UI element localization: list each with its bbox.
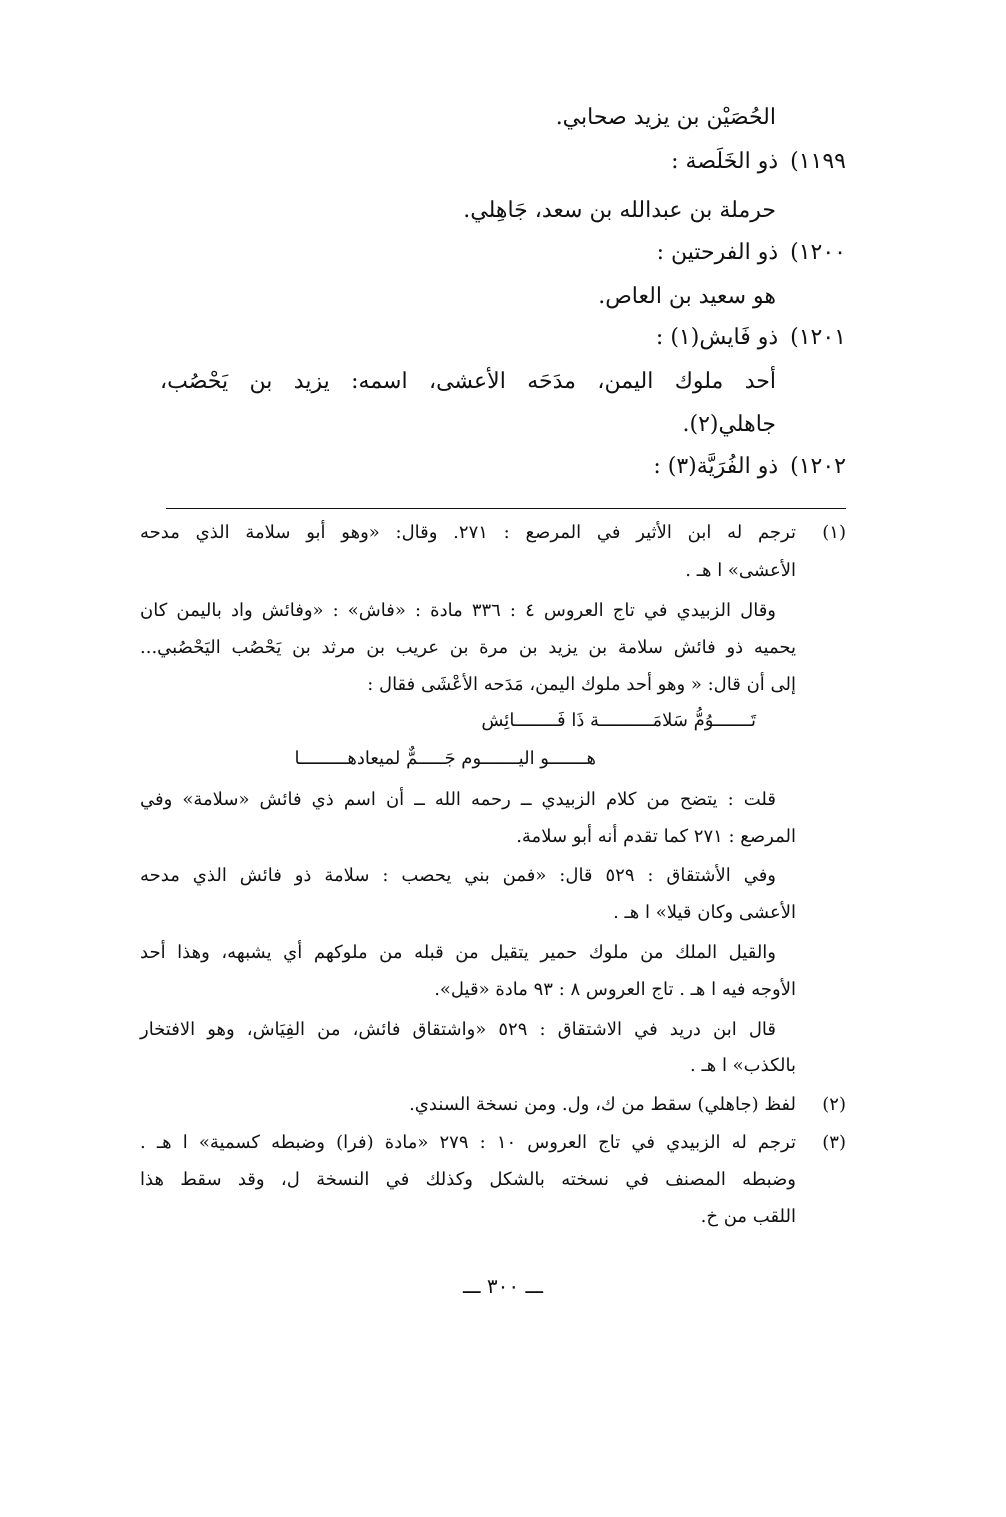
line-saeed: هو سعيد بن العاص.	[598, 284, 776, 309]
entry-title: ذو الخَلَصة :	[671, 149, 779, 174]
footnote-3-line-2: وضبطه المصنف في نسخته بالشكل وكذلك في النسخة ل، وقد سقط هذا	[140, 1169, 796, 1190]
entry-number: ١٢٠٢)	[790, 454, 846, 479]
page-number: ـــ ٣٠٠ ـــ	[462, 1274, 544, 1298]
footnote-1-line-12: قال ابن دريد في الاشتقاق : ٥٢٩ «واشتقاق فائش، من الفِيَاش، وهو الافتخار	[140, 1019, 776, 1040]
footnote-2-number: (٢)	[822, 1094, 846, 1115]
footnote-1-line-10: والقيل الملك من ملوك حمير يتقيل من قبله من ملوكهم أي يشبهه، وهذا أحد	[140, 942, 777, 963]
footnote-1-line-13: بالكذب» ا هـ .	[690, 1055, 796, 1076]
entry-title: ذو الفُرَيَّة(٣) :	[653, 454, 779, 479]
footnote-1-line-8: وفي الأشتقاق : ٥٢٩ قال: «فمن بني يحصب : سلامة ذو فائش الذي مدحه	[140, 865, 776, 886]
footnote-3-line-3: اللقب من خ.	[700, 1206, 796, 1227]
footnote-1-line-11: الأوجه فيه ا هـ . تاج العروس ٨ : ٩٣ مادة «قيل».	[434, 979, 796, 1000]
entry-1201	[656, 323, 846, 353]
footnote-2-line-1: لفظ (جاهلي) سقط من ك، ول. ومن نسخة السندي.	[409, 1094, 796, 1115]
entry-title: ذو فَايش(١) :	[655, 325, 779, 350]
footnote-1-line-9: الأعشى وكان قيلا» ا هـ .	[613, 902, 796, 923]
footnote-3-line-1: ترجم له الزبيدي في تاج العروس ١٠ : ٢٧٩ «مادة (فرا) وضبطه كسمية» ا هـ .	[140, 1132, 796, 1153]
entry-1199	[671, 147, 846, 177]
entry-number: ١٢٠٠)	[790, 240, 846, 265]
footnote-1-line-1: ترجم له ابن الأثير في المرصع : ٢٧١. وقال: «وهو أبو سلامة الذي مدحه	[140, 522, 796, 543]
footnote-3-number: (٣)	[822, 1132, 846, 1153]
footnote-1-line-2: الأعشى» ا هـ .	[685, 560, 796, 581]
line-harmala: حرملة بن عبدالله بن سعد، جَاهِلي.	[463, 198, 776, 223]
line-hussain: الحُصَيْن بن يزيد صحابي.	[555, 105, 776, 130]
footnote-separator	[166, 508, 846, 509]
entry-number: ١٢٠١)	[790, 325, 846, 350]
entry-title: ذو الفرحتين :	[656, 240, 779, 265]
entry-number: ١١٩٩)	[790, 149, 846, 174]
footnote-1-line-3: وقال الزبيدي في تاج العروس ٤ : ٣٣٦ مادة : «فاش» : «وفائش واد باليمن كان	[140, 600, 776, 621]
line-ahad: أحد ملوك اليمن، مدَحَه الأعشى، اسمه: يزيد بن يَحْصُب،	[160, 369, 776, 394]
footnote-1-line-6: قلت : يتضح من كلام الزبيدي ــ رحمه الله ــ أن اسم ذي فائش «سلامة» وفي	[140, 789, 776, 810]
line-jahili: جاهلي(٢).	[682, 412, 776, 437]
footnote-1-line-4: يحميه ذو فائش سلامة بن يزيد بن مرة بن عريب بن مرثد بن يَحْصُب اليَحْصُبي...	[140, 637, 796, 658]
footnote-1-line-5: إلى أن قال: « وهو أحد ملوك اليمن، مَدَحه الأعْشَى فقال :	[367, 674, 796, 695]
entry-1200	[657, 238, 846, 268]
footnote-1-number: (١)	[822, 522, 846, 543]
footnote-1-line-7: المرصع : ٢٧١ كما تقدم أنه أبو سلامة.	[516, 826, 796, 847]
entry-1202	[653, 452, 846, 482]
poem-line-2: هـــــــو اليـــــــوم جَـــــمٌّ لميعادهـــــــــا	[294, 748, 596, 769]
poem-line-1: تَـــــــوُمُّ سَلامَــــــــــة ذَا فَــــــــائِش	[481, 710, 756, 731]
